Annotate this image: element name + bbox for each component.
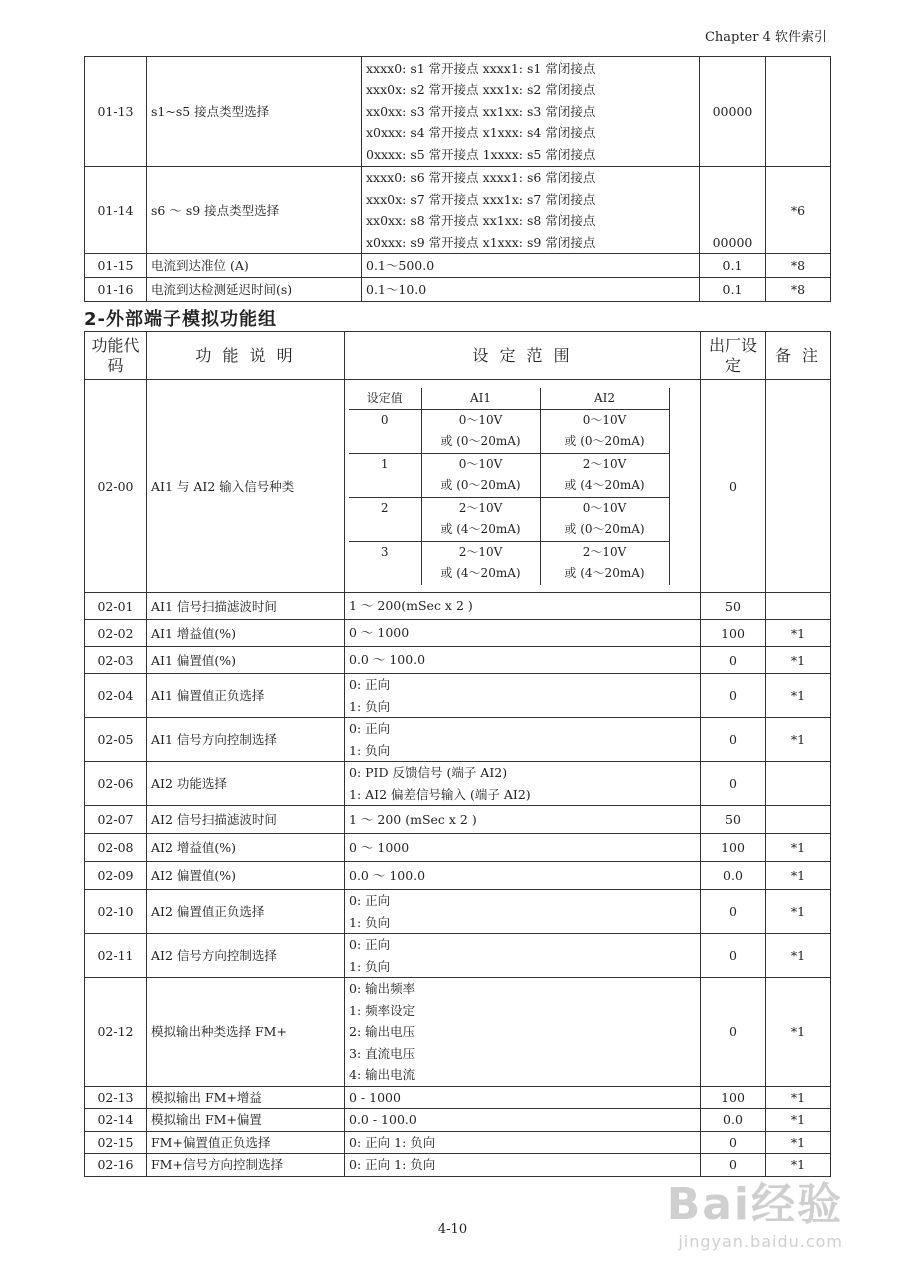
param-name: s6 ～ s9 接点类型选择 <box>147 167 362 254</box>
param-code: 02-03 <box>85 647 147 674</box>
range-line: 或 (0～20mA) <box>440 478 521 492</box>
param-note: *1 <box>766 934 831 978</box>
range-line: xxxx0: s1 常开接点 xxxx1: s1 常闭接点 <box>366 60 596 76</box>
table-row <box>85 57 831 167</box>
param-name: AI1 与 AI2 输入信号种类 <box>147 380 345 593</box>
range-line: 2～10V <box>582 456 627 471</box>
param-name: AI1 偏置值(%) <box>147 647 345 674</box>
table-row <box>85 278 831 302</box>
range-line: 0: 正向 <box>349 937 391 952</box>
param-code: 02-07 <box>85 806 147 834</box>
range-line: 0.1～10.0 <box>366 281 427 297</box>
param-name: AI2 偏置值(%) <box>147 862 345 890</box>
param-default: 100 <box>701 834 766 862</box>
param-name: AI2 偏置值正负选择 <box>147 890 345 934</box>
param-code: 01-16 <box>85 278 147 302</box>
param-note <box>766 57 831 167</box>
param-code: 01-15 <box>85 254 147 278</box>
range-line: 1: 负向 <box>349 958 391 974</box>
range-line: 0: 正向 <box>349 677 391 692</box>
param-note: *1 <box>766 718 831 762</box>
param-name: AI2 信号扫描滤波时间 <box>147 806 345 834</box>
signal-type-header: 设定值 <box>349 388 421 410</box>
param-default: 0.1 <box>700 278 766 302</box>
range-line: 0.0 ～ 100.0 <box>349 652 426 668</box>
range-line: 0～10V <box>582 412 627 427</box>
table-row <box>85 167 831 254</box>
param-code: 02-13 <box>85 1086 147 1109</box>
page-number: 4-10 <box>437 1222 468 1237</box>
signal-type-row <box>349 453 669 497</box>
range-line: 0: 正向 1: 负向 <box>349 1157 436 1172</box>
param-code: 02-02 <box>85 620 147 647</box>
param-note: *1 <box>766 620 831 647</box>
param-default: 50 <box>701 593 766 620</box>
range-line: 1 ～ 200(mSec x 2 ) <box>349 598 473 614</box>
param-note <box>766 593 831 620</box>
param-note: *1 <box>766 674 831 718</box>
param-range <box>345 890 701 934</box>
param-default: 100 <box>701 1086 766 1109</box>
table-row <box>85 718 831 762</box>
range-line: 4: 输出电流 <box>349 1067 416 1082</box>
range-line: 1: 负向 <box>349 742 391 758</box>
signal-type-header-row <box>349 388 669 410</box>
range-line: 1 ～ 200 (mSec x 2 ) <box>349 811 477 827</box>
signal-type-header: AI2 <box>540 388 669 410</box>
signal-type-table <box>349 388 670 585</box>
range-line: 或 (4～20mA) <box>440 566 521 580</box>
param-code: 02-09 <box>85 862 147 890</box>
param-note <box>766 762 831 806</box>
range-line: 0: 正向 <box>349 721 391 736</box>
range-line: 0xxxx: s5 常开接点 1xxxx: s5 常闭接点 <box>366 146 596 162</box>
range-line: x0xxx: s4 常开接点 x1xxx: s4 常闭接点 <box>366 125 596 141</box>
param-range <box>345 647 701 674</box>
param-range <box>345 593 701 620</box>
param-code: 02-01 <box>85 593 147 620</box>
param-table-02 <box>84 331 831 1177</box>
range-line: xxxx0: s6 常开接点 xxxx1: s6 常闭接点 <box>366 170 596 185</box>
range-line: 0 ～ 1000 <box>349 839 410 855</box>
param-name: AI1 信号扫描滤波时间 <box>147 593 345 620</box>
param-code: 01-14 <box>85 167 147 254</box>
table-row <box>85 1086 831 1109</box>
range-line: 0: 输出频率 <box>349 981 416 996</box>
header-range: 设 定 范 围 <box>345 332 701 380</box>
range-line: 或 (4～20mA) <box>564 566 645 580</box>
param-note: *8 <box>766 254 831 278</box>
param-note: *1 <box>766 1154 831 1177</box>
param-code: 02-15 <box>85 1131 147 1154</box>
param-name: AI1 增益值(%) <box>147 620 345 647</box>
range-line: 2～10V <box>458 500 503 515</box>
param-name: 模拟输出 FM+偏置 <box>147 1109 345 1132</box>
param-name: AI1 偏置值正负选择 <box>147 674 345 718</box>
ai1-range <box>421 409 540 453</box>
range-line: 3: 直流电压 <box>349 1045 416 1061</box>
param-code: 02-10 <box>85 890 147 934</box>
range-line: 0.0 - 100.0 <box>349 1112 417 1127</box>
param-note: *8 <box>766 278 831 302</box>
range-line: 0～10V <box>458 412 503 427</box>
table-row <box>85 890 831 934</box>
range-line: 0: 正向 1: 负向 <box>349 1134 436 1150</box>
range-line: xx0xx: s3 常开接点 xx1xx: s3 常闭接点 <box>366 103 596 119</box>
param-range <box>345 1109 701 1132</box>
param-range <box>345 862 701 890</box>
range-line: 或 (4～20mA) <box>564 478 645 492</box>
param-note: *1 <box>766 647 831 674</box>
param-note <box>766 806 831 834</box>
param-range <box>362 278 700 302</box>
param-note <box>766 380 831 593</box>
param-default: 0.1 <box>700 254 766 278</box>
table-row <box>85 806 831 834</box>
table-row <box>85 1109 831 1132</box>
param-range <box>362 167 700 254</box>
param-default: 100 <box>701 620 766 647</box>
param-note: *6 <box>766 167 831 254</box>
ai2-range <box>540 409 669 453</box>
table-row <box>85 620 831 647</box>
param-default: 0 <box>701 380 766 593</box>
table-row <box>85 1131 831 1154</box>
table-row <box>85 647 831 674</box>
param-note: *1 <box>766 978 831 1087</box>
param-name: FM+偏置值正负选择 <box>147 1131 345 1154</box>
param-name: AI1 信号方向控制选择 <box>147 718 345 762</box>
param-name: 电流到达准位 (A) <box>147 254 362 278</box>
param-code: 02-12 <box>85 978 147 1087</box>
param-default: 0 <box>701 934 766 978</box>
range-line: x0xxx: s9 常开接点 x1xxx: s9 常闭接点 <box>366 234 596 250</box>
range-line: 或 (0～20mA) <box>564 522 645 536</box>
table-row <box>85 862 831 890</box>
param-range <box>345 380 701 593</box>
range-line: 0 ～ 1000 <box>349 625 410 641</box>
range-line: 0 - 1000 <box>349 1089 401 1105</box>
signal-type-header: AI1 <box>421 388 540 410</box>
range-line: xxx0x: s2 常开接点 xxx1x: s2 常闭接点 <box>366 82 596 98</box>
param-default: 0.0 <box>701 862 766 890</box>
param-name: AI2 功能选择 <box>147 762 345 806</box>
param-code: 02-04 <box>85 674 147 718</box>
param-name: AI2 增益值(%) <box>147 834 345 862</box>
param-name: AI2 信号方向控制选择 <box>147 934 345 978</box>
param-default: 0 <box>701 890 766 934</box>
table-row <box>85 762 831 806</box>
range-line: 或 (4～20mA) <box>440 522 521 536</box>
param-code: 02-08 <box>85 834 147 862</box>
param-range <box>345 834 701 862</box>
param-code: 02-00 <box>85 380 147 593</box>
setting-value: 1 <box>349 453 421 497</box>
watermark-brand: Bai经验 <box>666 1179 843 1230</box>
param-range <box>345 762 701 806</box>
range-line: 或 (0～20mA) <box>564 434 645 448</box>
param-range <box>362 254 700 278</box>
param-default: 0 <box>701 762 766 806</box>
param-table-01 <box>84 56 831 302</box>
ai2-range <box>540 541 669 585</box>
param-note: *1 <box>766 834 831 862</box>
signal-type-row <box>349 497 669 541</box>
param-code: 02-05 <box>85 718 147 762</box>
param-range <box>345 1131 701 1154</box>
ai2-range <box>540 497 669 541</box>
param-note: *1 <box>766 1109 831 1132</box>
range-line: 0～10V <box>458 456 503 471</box>
param-default: 0 <box>701 1154 766 1177</box>
param-note: *1 <box>766 890 831 934</box>
table-row <box>85 593 831 620</box>
param-range <box>345 978 701 1087</box>
watermark-url: jingyan.baidu.com <box>678 1232 843 1251</box>
range-line: 2～10V <box>582 544 627 559</box>
param-note: *1 <box>766 1086 831 1109</box>
param-range <box>345 806 701 834</box>
param-code: 02-11 <box>85 934 147 978</box>
param-note: *1 <box>766 862 831 890</box>
param-range <box>345 620 701 647</box>
watermark-logo <box>667 1168 843 1251</box>
param-range <box>345 1154 701 1177</box>
param-code: 02-06 <box>85 762 147 806</box>
ai2-range <box>540 453 669 497</box>
param-note: *1 <box>766 1131 831 1154</box>
signal-type-row <box>349 409 669 453</box>
range-line: 或 (0～20mA) <box>440 434 521 448</box>
param-code: 02-16 <box>85 1154 147 1177</box>
setting-value: 0 <box>349 409 421 453</box>
param-range <box>345 674 701 718</box>
param-name: 模拟输出种类选择 FM+ <box>147 978 345 1087</box>
param-default: 50 <box>701 806 766 834</box>
param-default: 0 <box>701 674 766 718</box>
table-row <box>85 934 831 978</box>
ai1-range <box>421 497 540 541</box>
table-row <box>85 674 831 718</box>
setting-value: 2 <box>349 497 421 541</box>
param-range <box>345 1086 701 1109</box>
table-row <box>85 978 831 1087</box>
param-range <box>345 934 701 978</box>
param-default: 0 <box>701 978 766 1087</box>
header-default: 出厂设定 <box>701 332 766 380</box>
range-line: 0: 正向 <box>349 893 391 908</box>
param-name: 模拟输出 FM+增益 <box>147 1086 345 1109</box>
param-default: 00000 <box>700 57 766 167</box>
header-note: 备 注 <box>766 332 831 380</box>
table-row <box>85 834 831 862</box>
section-title: 2-外部端子模拟功能组 <box>84 309 277 330</box>
signal-type-row <box>349 541 669 585</box>
chapter-header: Chapter 4 软件索引 <box>704 30 827 45</box>
param-default: 0 <box>701 1131 766 1154</box>
param-default: 0 <box>701 718 766 762</box>
ai1-range <box>421 453 540 497</box>
param-default: 0 <box>701 647 766 674</box>
range-line: 1: AI2 偏差信号输入 (端子 AI2) <box>349 786 531 802</box>
range-line: 1: 负向 <box>349 914 391 930</box>
range-line: 0.1～500.0 <box>366 257 435 273</box>
param-code: 01-13 <box>85 57 147 167</box>
ai1-range <box>421 541 540 585</box>
param-name: 电流到达检测延迟时间(s) <box>147 278 362 302</box>
range-line: 0: PID 反馈信号 (端子 AI2) <box>349 765 508 780</box>
param-range <box>345 718 701 762</box>
param-default: 0.0 <box>701 1109 766 1132</box>
range-line: 0～10V <box>582 500 627 515</box>
param-range <box>362 57 700 167</box>
range-line: 1: 频率设定 <box>349 1002 416 1018</box>
param-code: 02-14 <box>85 1109 147 1132</box>
range-line: xxx0x: s7 常开接点 xxx1x: s7 常闭接点 <box>366 191 596 207</box>
range-line: 2～10V <box>458 544 503 559</box>
range-line: xx0xx: s8 常开接点 xx1xx: s8 常闭接点 <box>366 213 596 228</box>
param-name: s1~s5 接点类型选择 <box>147 57 362 167</box>
setting-value: 3 <box>349 541 421 585</box>
range-line: 0.0 ～ 100.0 <box>349 867 426 883</box>
table-row <box>85 254 831 278</box>
param-name: FM+信号方向控制选择 <box>147 1154 345 1177</box>
table-row <box>85 380 831 593</box>
header-desc: 功 能 说 明 <box>147 332 345 380</box>
range-line: 2: 输出电压 <box>349 1024 416 1039</box>
param-default: 00000 <box>700 167 766 254</box>
range-line: 1: 负向 <box>349 698 391 714</box>
header-code: 功能代码 <box>85 332 147 380</box>
